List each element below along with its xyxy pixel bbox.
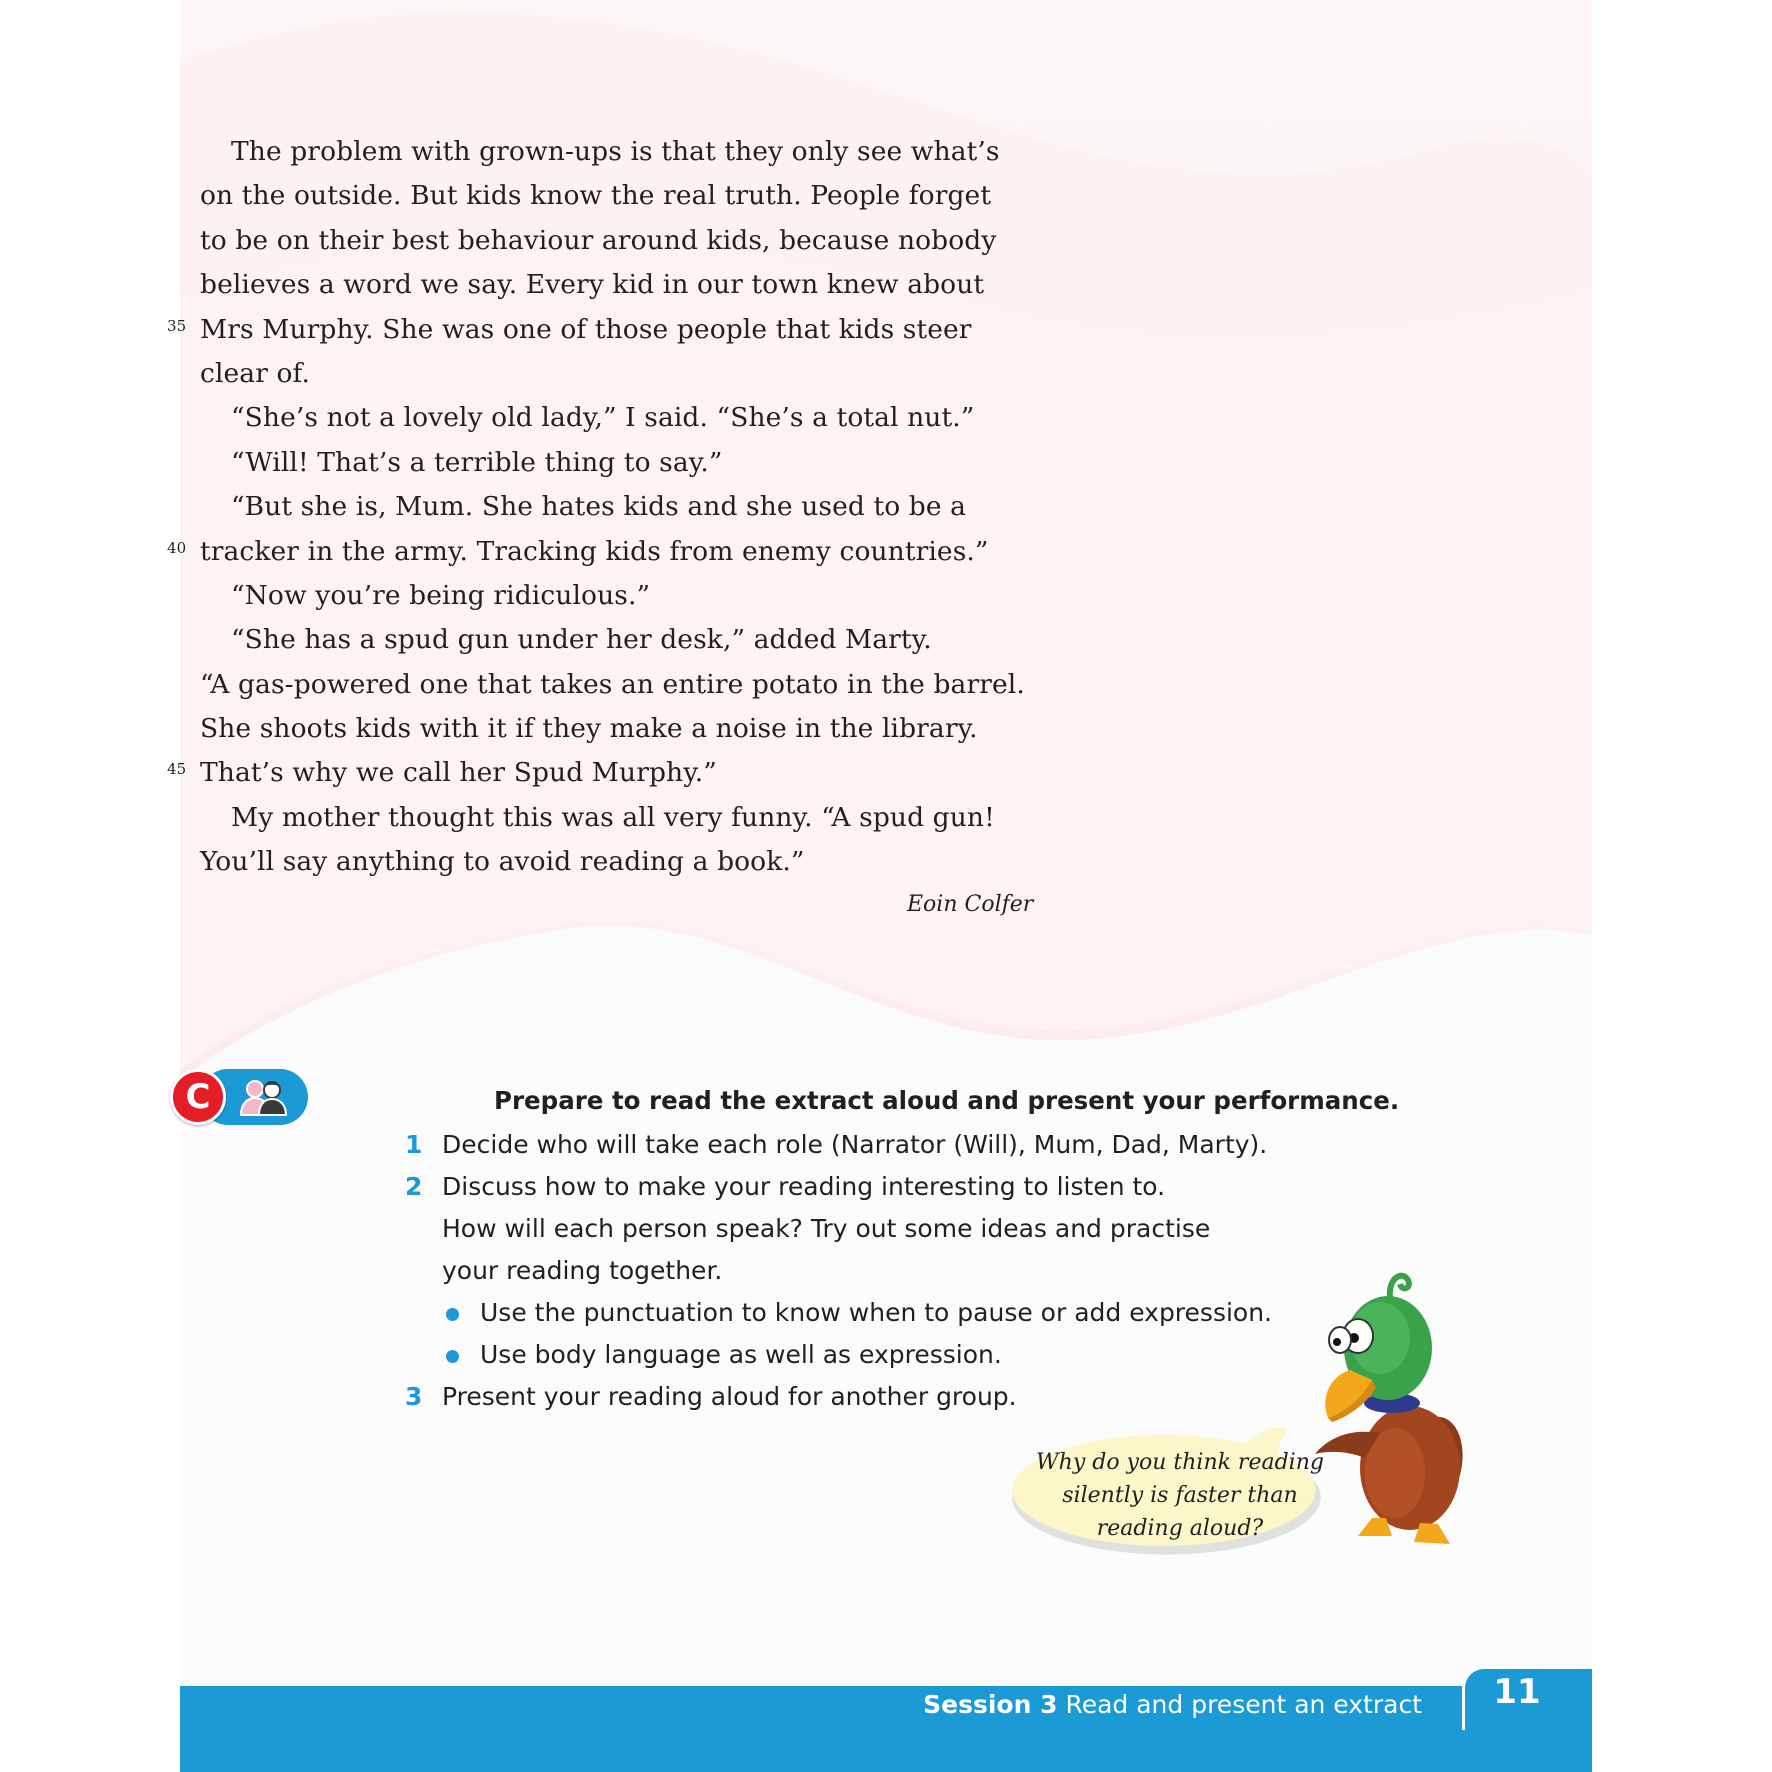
extract-line: “A gas-powered one that takes an entire potato in the barrel.	[200, 668, 1025, 700]
extract-line: believes a word we say. Every kid in our town knew about	[200, 269, 985, 301]
extract-line: to be on their best behaviour around kids, because nobody	[200, 224, 997, 256]
task-text: Discuss how to make your reading interesting to listen to.	[442, 1172, 1166, 1201]
task-text: Decide who will take each role (Narrator (Will), Mum, Dad, Marty).	[442, 1130, 1268, 1159]
extract-line: 35 Mrs Murphy. She was one of those people that kids steer	[200, 308, 1080, 352]
bullet-text: Use the punctuation to know when to pause or add expression.	[480, 1298, 1273, 1327]
group-work-icon	[238, 1077, 290, 1117]
extract-line: You’ll say anything to avoid reading a book.”	[200, 846, 805, 878]
bubble-line: reading aloud?	[1096, 1516, 1264, 1541]
extract-line: “But she is, Mum. She hates kids and she used to be a	[231, 491, 967, 523]
session-name: Read and present an extract	[1065, 1690, 1422, 1719]
task-text: Present your reading aloud for another group.	[442, 1382, 1017, 1411]
session-label: Session 3	[923, 1690, 1058, 1719]
extract-line: My mother thought this was all very funny. “A spud gun!	[231, 801, 995, 833]
bullet-dot	[446, 1308, 459, 1321]
extract-line: “She’s not a lovely old lady,” I said. “She’s a total nut.”	[231, 402, 975, 434]
task-number: 2	[405, 1172, 423, 1201]
activity-badge	[170, 1069, 488, 1127]
extract-line: She shoots kids with it if they make a noise in the library.	[200, 713, 978, 745]
bullet-dot	[446, 1350, 459, 1363]
extract-line: 40 tracker in the army. Tracking kids from enemy countries.”	[200, 530, 1080, 574]
line-number: 40	[167, 538, 187, 557]
extract-line: clear of.	[200, 357, 311, 389]
session-title	[923, 1690, 1422, 1719]
task-text: your reading together.	[442, 1256, 723, 1285]
task-number: 3	[405, 1382, 423, 1411]
activity-heading: Prepare to read the extract aloud and present your performance.	[494, 1086, 1400, 1115]
task-number: 1	[405, 1130, 423, 1159]
extract-text	[167, 130, 1080, 885]
extract-line: “Now you’re being ridiculous.”	[231, 579, 651, 611]
bubble-line: Why do you think reading	[1036, 1450, 1324, 1475]
author-credit: Eoin Colfer	[907, 892, 1034, 917]
extract-line: “Will! That’s a terrible thing to say.”	[231, 446, 723, 478]
page-number: 11	[1493, 1672, 1541, 1712]
duck-mascot-icon	[1310, 1268, 1470, 1548]
bubble-line: silently is faster than	[1062, 1483, 1298, 1508]
line-number: 45	[167, 760, 187, 779]
bullet-text: Use body language as well as expression.	[480, 1340, 1002, 1369]
extract-line: on the outside. But kids know the real truth. People forget	[200, 180, 992, 212]
line-number: 35	[167, 316, 187, 335]
extract-line: “She has a spud gun under her desk,” added Marty.	[231, 624, 932, 656]
task-text: How will each person speak? Try out some ideas and practise	[442, 1214, 1211, 1243]
activity-letter-badge: C	[170, 1069, 226, 1125]
extract-line: The problem with grown-ups is that they only see what’s	[231, 136, 1000, 167]
extract-line: 45 That’s why we call her Spud Murphy.”	[200, 751, 1080, 795]
